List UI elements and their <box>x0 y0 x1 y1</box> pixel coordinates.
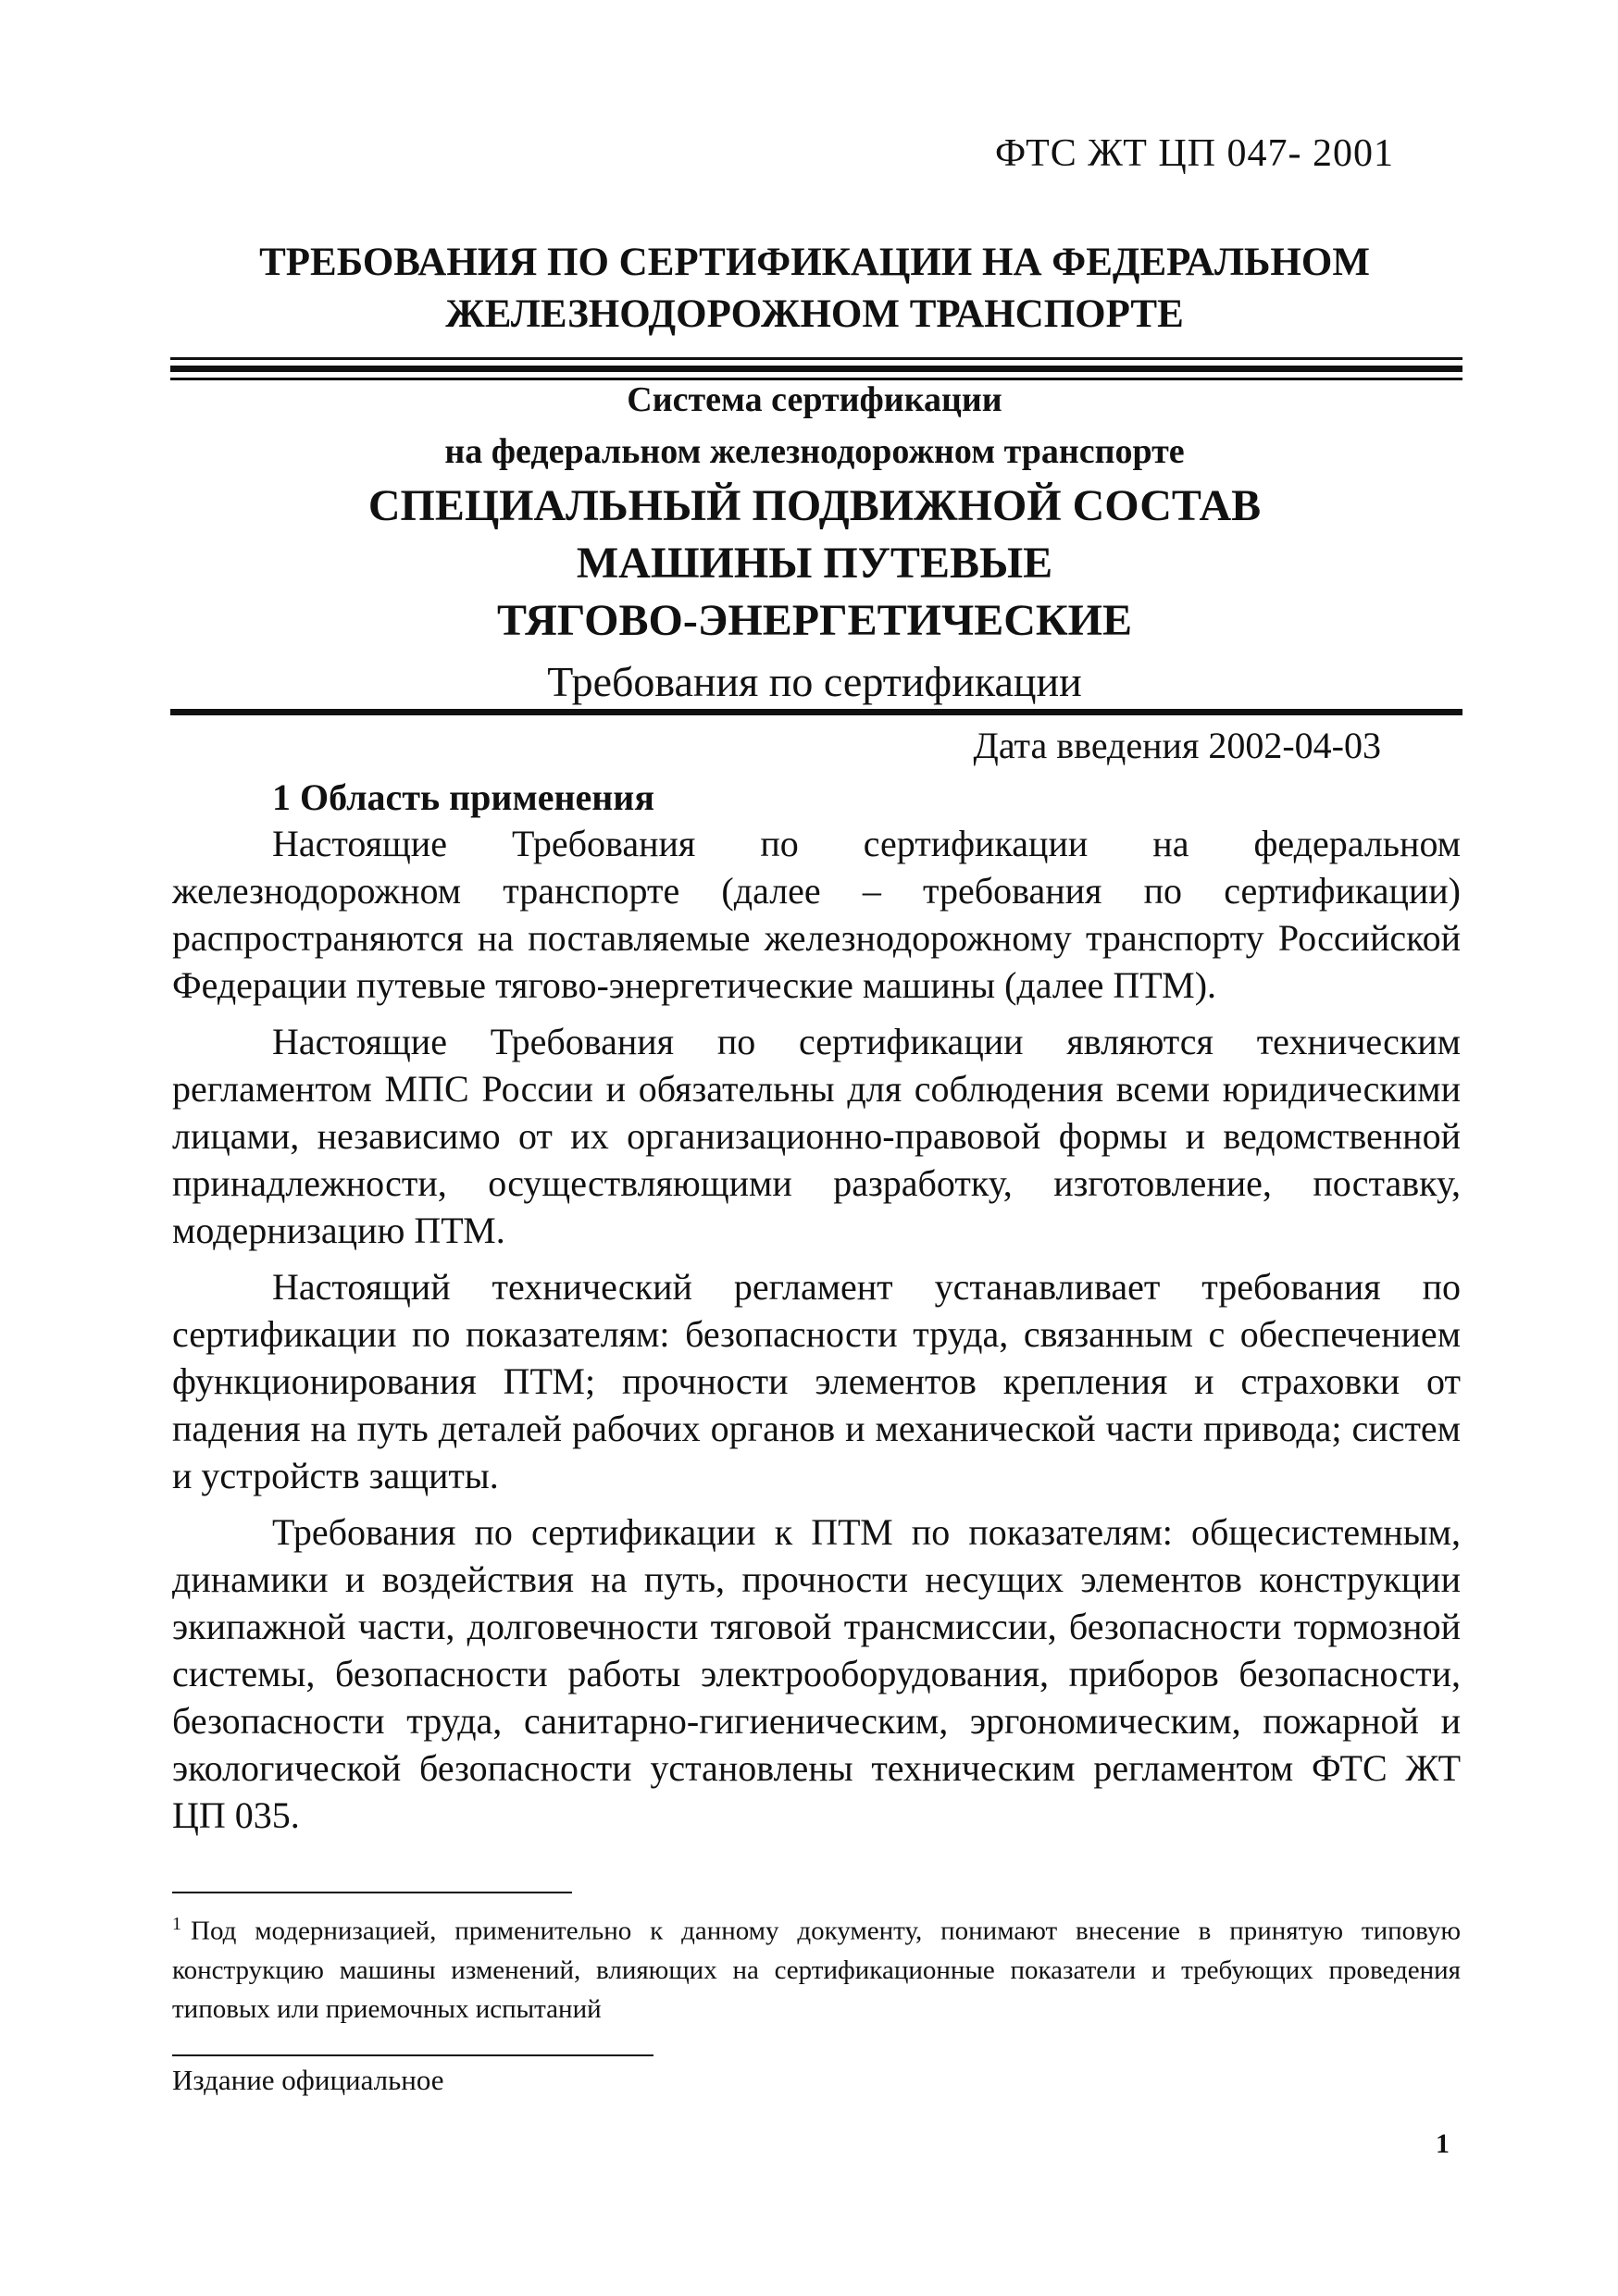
main-title-line-1: ТРЕБОВАНИЯ ПО СЕРТИФИКАЦИИ НА ФЕДЕРАЛЬНОМ <box>259 241 1370 284</box>
product-title-line-2: МАШИНЫ ПУТЕВЫЕ <box>576 539 1053 588</box>
introduction-date: Дата введения 2002-04-03 <box>973 725 1381 766</box>
product-title-line-1: СПЕЦИАЛЬНЫЙ ПОДВИЖНОЙ СОСТАВ <box>367 481 1262 530</box>
footnote-text: Под модернизацией, применительно к данному документу, понимают внесение в принятую типовую конструкцию машины изменений, влияющих на сертификационные показатели и требующих проведения типовых или приемочных испытаний <box>172 1916 1461 2024</box>
footnote-divider <box>172 1892 572 1893</box>
divider-line-thin-top <box>170 357 1462 360</box>
footnote <box>172 1905 1461 2029</box>
footnote-mark: 1 <box>172 1914 181 1934</box>
document-code: ФТС ЖТ ЦП 047- 2001 <box>994 132 1394 175</box>
paragraph-4: Требования по сертификации к ПТМ по показателям: общесистемным, динамики и воздействия на путь, прочности несущих элементов конструкции экипажной части, долговечности тяговой трансмиссии, безопасности тормозной системы, безопасности работы электрооборудования, приборов безопасности, безопасности труда, санитарно-гигиеническим, эргономическим, пожарной и экологической безопасности установлены техническим регламентом ФТС ЖТ ЦП 035. <box>172 1511 1461 1836</box>
paragraph-3: Настоящий технический регламент устанавливает требования по сертификации по показателям: безопасности труда, связанным с обеспечением функционирования ПТМ; прочности элементов крепления и страховки от падения на путь деталей рабочих органов и механической части привода; систем и устройств защиты. <box>172 1266 1461 1496</box>
page-number: 1 <box>1436 2128 1450 2159</box>
edition-divider <box>172 2054 653 2056</box>
section-heading: 1 Область применения <box>272 776 654 818</box>
product-title-line-3: ТЯГОВО-ЭНЕРГЕТИЧЕСКИЕ <box>496 596 1133 645</box>
paragraph-1: Настоящие Требования по сертификации на федеральном железнодорожном транспорте (далее – требования по сертификации) распространяются на поставляемые железнодорожному транспорту Российской Федерации путевые тягово-энергетические машины (далее ПТМ). <box>172 823 1461 1006</box>
thick-divider <box>170 709 1462 715</box>
main-title-line-2: ЖЕЛЕЗНОДОРОЖНОМ ТРАНСПОРТЕ <box>445 292 1184 336</box>
section-1-body <box>172 776 1461 1848</box>
system-title-line-1: Система сертификации <box>627 380 1002 419</box>
edition-label: Издание официальное <box>172 2064 444 2096</box>
requirements-subtitle: Требования по сертификации <box>547 658 1082 705</box>
system-title-block <box>167 374 1462 713</box>
main-title <box>167 237 1462 341</box>
paragraph-2: Настоящие Требования по сертификации являются техническим регламентом МПС России и обязательны для соблюдения всеми юридическими лицами, независимо от их организационно-правовой формы и ведомственной принадлежности, осуществляющими разработку, изготовление, поставку, модернизацию ПТМ. <box>172 1021 1461 1251</box>
divider-line-thick <box>170 366 1462 372</box>
system-title-line-2: на федеральном железнодорожном транспорте <box>444 432 1185 471</box>
